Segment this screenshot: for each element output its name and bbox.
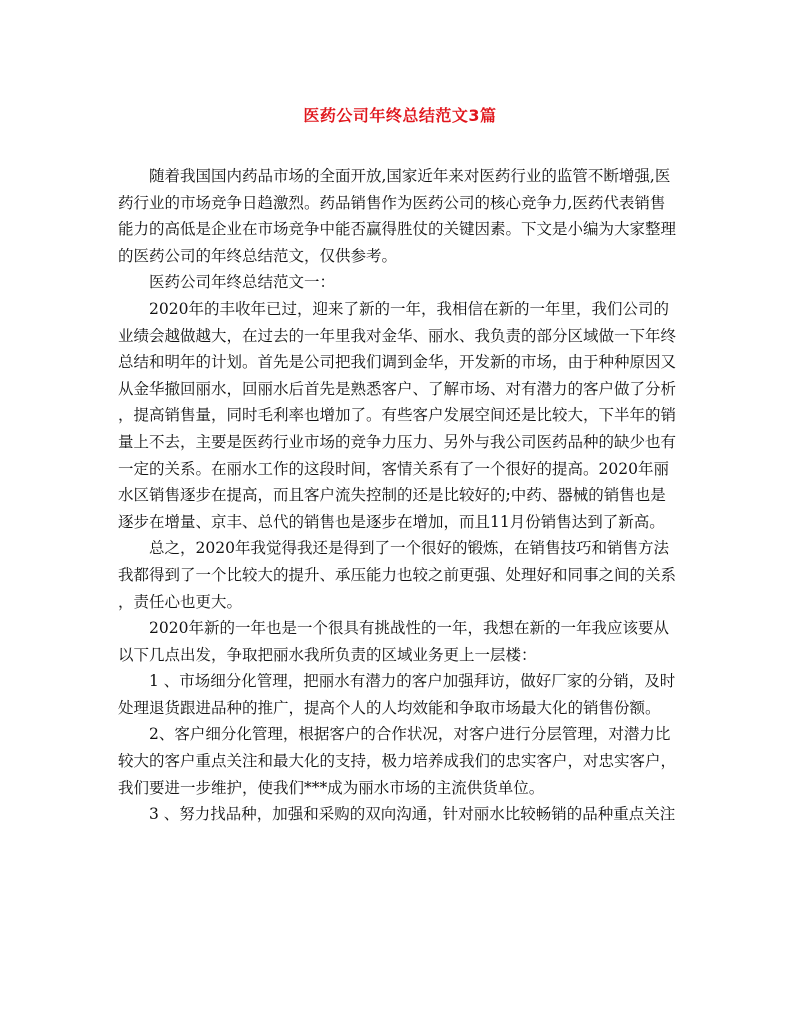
paragraph-review <box>118 296 684 535</box>
plan-item-1 <box>118 668 684 721</box>
text-line: 随着我国国内药品市场的全面开放,国家近年来对医药行业的监管不断增强,医 <box>149 167 671 185</box>
text-line: 以下几点出发，争取把丽水我所负责的区域业务更上一层楼： <box>118 645 537 664</box>
text-line: 处理退货跟进品种的推广，提高个人的人均效能和争取市场最大化的销售份额。 <box>118 698 661 717</box>
plan-item-2 <box>118 721 684 801</box>
section-heading <box>118 269 684 296</box>
text-line: 3 、努力找品种，加强和采购的双向沟通，针对丽水比较畅销的品种重点关注 <box>149 805 676 824</box>
text-line: 逐步在增量、京丰、总代的销售也是逐步在增加，而且11月份销售达到了新高。 <box>118 512 665 531</box>
text-line: 2020年的丰收年已过，迎来了新的一年，我相信在新的一年里，我们公司的 <box>149 299 669 318</box>
text-line: 我们要进一步维护，使我们***成为丽水市场的主流供货单位。 <box>118 778 545 797</box>
text-line: 的医药公司的年终总结范文，仅供参考。 <box>118 246 398 265</box>
text-line: 较大的客户重点关注和最大化的支持，极力培养成我们的忠实客户，对忠实客户， <box>118 752 677 771</box>
text-line: 1 、市场细分化管理，把丽水有潜力的客户加强拜访，做好厂家的分销，及时 <box>149 672 676 691</box>
text-line: 从金华撤回丽水，回丽水后首先是熟悉客户、了解市场、对有潜力的客户做了分析 <box>118 379 677 398</box>
text-line: 能力的高低是企业在市场竞争中能否赢得胜仗的关键因素。下文是小编为大家整理 <box>118 220 677 239</box>
text-line: ，提高销售量，同时毛利率也增加了。有些客户发展空间还是比较大，下半年的销 <box>118 406 677 425</box>
text-line: 业绩会越做越大，在过去的一年里我对金华、丽水、我负责的部分区域做一下年终 <box>118 326 677 345</box>
paragraph-summary <box>118 535 684 615</box>
plan-item-3 <box>118 801 684 828</box>
text-line: 总结和明年的计划。首先是公司把我们调到金华，开发新的市场，由于种种原因又 <box>118 353 677 372</box>
text-line: 2020年新的一年也是一个很具有挑战性的一年，我想在新的一年我应该要从 <box>149 619 669 638</box>
text-line: 总之，2020年我觉得我还是得到了一个很好的锻炼，在销售技巧和销售方法 <box>149 539 669 558</box>
text-line: 一定的关系。在丽水工作的这段时间，客情关系有了一个很好的提高。2020年丽 <box>118 459 669 478</box>
document-body <box>118 163 684 828</box>
text-line: 水区销售逐步在提高，而且客户流失控制的还是比较好的;中药、器械的销售也是 <box>118 486 666 505</box>
text-line: 我都得到了一个比较大的提升、承压能力也较之前更强、处理好和同事之间的关系 <box>118 565 677 584</box>
text-line: 量上不去，主要是医药行业市场的竞争力压力、另外与我公司医药品种的缺少也有 <box>118 432 677 451</box>
text-line: 2、客户细分化管理，根据客户的合作状况，对客户进行分层管理，对潜力比 <box>149 725 671 744</box>
paragraph-plan-intro <box>118 615 684 668</box>
document-title: 医药公司年终总结范文3篇 <box>303 106 497 125</box>
paragraph-intro <box>118 163 684 269</box>
text-line: 药行业的市场竞争日趋激烈。药品销售作为医药公司的核心竞争力,医药代表销售 <box>118 193 666 212</box>
text-line: 医药公司年终总结范文一： <box>149 273 336 292</box>
text-line: ，责任心也更大。 <box>118 592 243 611</box>
